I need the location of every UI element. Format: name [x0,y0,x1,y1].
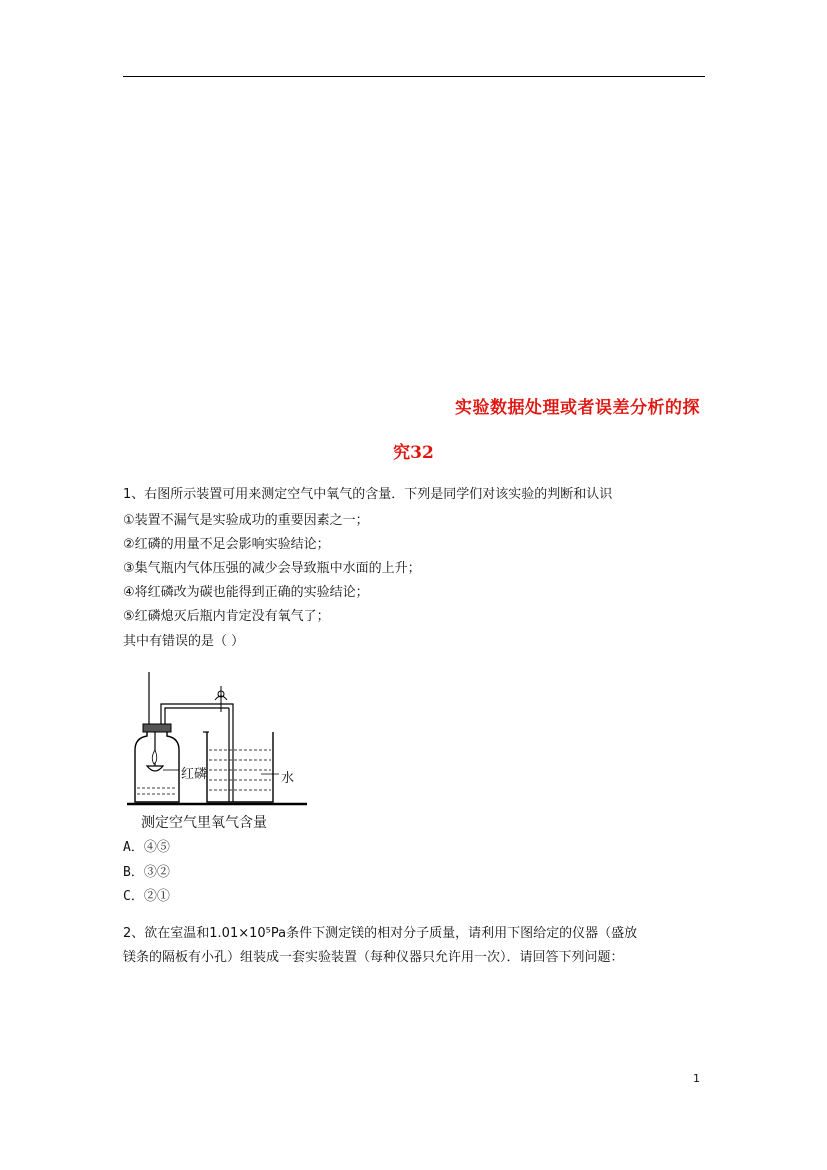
q2-line-2: 镁条的隔板有小孔）组装成一套实验装置（每种仪器只允许用一次）．请回答下列问题： [123,950,624,965]
header-rule [123,76,705,77]
q1-statement-1: ①装置不漏气是实验成功的重要因素之一； [123,513,369,528]
title-line-2: 究32 [393,443,434,463]
page-number: 1 [693,1072,700,1085]
q1-statement-4: ④将红磷改为碳也能得到正确的实验结论； [123,585,369,600]
label-red-phosphorus: 红磷 [181,767,208,782]
q1-statement-3: ③集气瓶内气体压强的减少会导致瓶中水面的上升； [123,561,421,576]
q2-line-1: 2、欲在室温和1.01×10⁵Pa条件下测定镁的相对分子质量，请利用下图给定的仪器（盛放 [123,926,638,941]
q1-statement-5: ⑤红磷熄灭后瓶内肯定没有氧气了； [123,609,330,624]
q1-statement-2: ②红磷的用量不足会影响实验结论； [123,537,330,552]
apparatus-figure [123,664,313,834]
q1-option-b: B．③② [123,865,170,880]
apparatus-drawing [123,664,313,814]
figure-caption: 测定空气里氧气含量 [141,815,267,831]
label-water: 水 [281,771,295,786]
q1-option-c: C．②① [123,889,170,904]
q1-option-a: A．④⑤ [123,840,170,855]
title-line-1: 实验数据处理或者误差分析的探 [455,398,700,418]
q1-stem: 1、右图所示装置可用来测定空气中氧气的含量．下列是同学们对该实验的判断和认识 [123,487,613,502]
q1-question: 其中有错误的是（ ） [123,634,245,649]
